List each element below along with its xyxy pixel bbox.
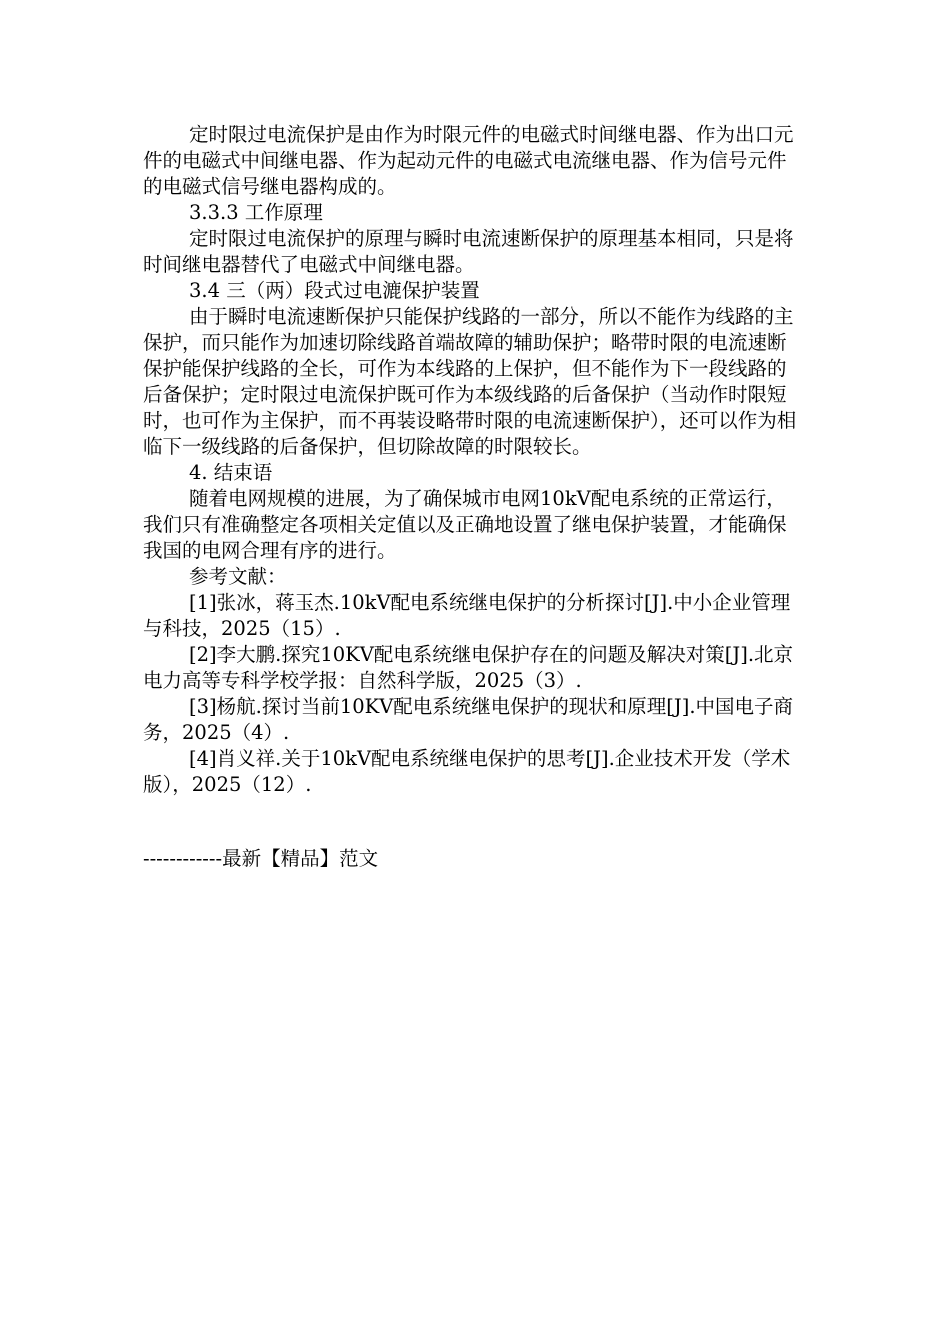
section-heading: 3.3.3 工作原理 bbox=[189, 201, 323, 224]
paragraph: 定时限过电流保护是由作为时限元件的电磁式时间继电器、作为出口元件的电磁式中间继电器、作为起动元件的电磁式电流继电器、作为信号元件的电磁式信号继电器构成的。 bbox=[143, 123, 794, 198]
paragraph: 由于瞬时电流速断保护只能保护线路的一部分，所以不能作为线路的主保护，而只能作为加速切除线路首端故障的辅助保护；略带时限的电流速断保护能保护线路的全长，可作为本线路的上保护，但不能作为下一段线路的后备保护；定时限过电流保护既可作为本级线路的后备保护（当动作时限短时，也可作为主保护，而不再装设略带时限的电流速断保护），还可以作为相临下一级线路的后备保护，但切除故障的时限较长。 bbox=[143, 305, 797, 458]
reference-item: [3]杨航.探讨当前10KV配电系统继电保护的现状和原理[J].中国电子商务，2025（4）. bbox=[143, 695, 794, 744]
document-body bbox=[143, 122, 805, 798]
page-footer: ------------最新【精品】范文 bbox=[143, 847, 379, 870]
reference-item: [4]肖义祥.关于10kV配电系统继电保护的思考[J].企业技术开发（学术版），2025（12）. bbox=[143, 747, 791, 796]
paragraph: 随着电网规模的进展，为了确保城市电网10kV配电系统的正常运行，我们只有准确整定各项相关定值以及正确地设置了继电保护装置，才能确保我国的电网合理有序的进行。 bbox=[143, 487, 787, 562]
paragraph: 定时限过电流保护的原理与瞬时电流速断保护的原理基本相同，只是将时间继电器替代了电磁式中间继电器。 bbox=[143, 227, 794, 276]
reference-item: [2]李大鹏.探究10KV配电系统继电保护存在的问题及解决对策[J].北京电力高等专科学校学报：自然科学版，2025（3）. bbox=[143, 643, 794, 692]
references-heading: 参考文献： bbox=[189, 565, 287, 588]
document-content bbox=[143, 122, 805, 798]
section-heading: 4. 结束语 bbox=[189, 461, 273, 484]
section-heading: 3.4 三（两）段式过电漉保护装置 bbox=[189, 279, 480, 302]
reference-item: [1]张冰，蒋玉杰.10kV配电系统继电保护的分析探讨[J].中小企业管理与科技，2025（15）. bbox=[143, 591, 791, 640]
